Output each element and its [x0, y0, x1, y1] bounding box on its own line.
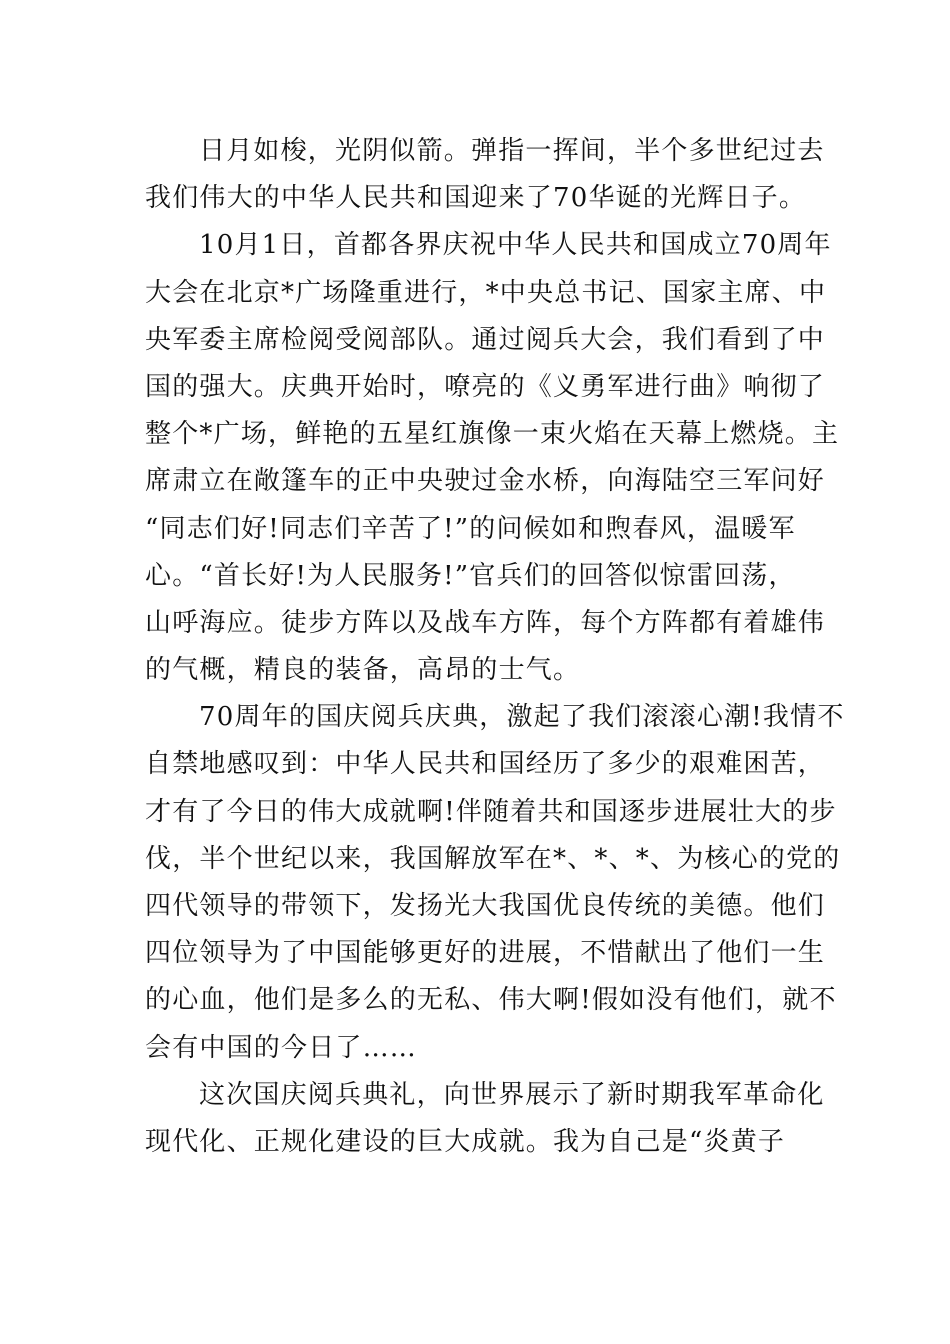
text-line: 的气概，精良的装备，高昂的士气。 — [145, 655, 581, 686]
text-line: 的心血，他们是多么的无私、伟大啊!假如没有他们，就不 — [145, 985, 837, 1016]
paragraph-1 — [145, 128, 825, 222]
text-line: 70周年的国庆阅兵庆典，激起了我们滚滚心潮!我情不 — [199, 702, 845, 733]
text-line: 大会在北京*广场隆重进行，*中央总书记、国家主席、中 — [145, 277, 827, 308]
text-line: 才有了今日的伟大成就啊!伴随着共和国逐步进展壮大的步 — [145, 796, 837, 827]
text-line: 四代领导的带领下，发扬光大我国优良传统的美德。他们 — [145, 891, 826, 921]
text-line: 10月1日，首都各界庆祝中华人民共和国成立70周年 — [199, 230, 832, 261]
text-line: 自禁地感叹到：中华人民共和国经历了多少的艰难困苦， — [145, 749, 826, 780]
text-line: 心。“首长好!为人民服务!”官兵们的回答似惊雷回荡， — [145, 560, 796, 591]
text-line: 这次国庆阅兵典礼，向世界展示了新时期我军革命化 — [199, 1079, 825, 1110]
text-line: 山呼海应。徒步方阵以及战车方阵，每个方阵都有着雄伟 — [145, 607, 826, 638]
document-body — [145, 128, 845, 1166]
text-line: 日月如梭，光阴似箭。弹指一挥间，半个多世纪过去 — [199, 136, 825, 166]
paragraph-4 — [145, 1072, 825, 1166]
text-line: 整个*广场，鲜艳的五星红旗像一束火焰在天幕上燃烧。主 — [145, 419, 840, 450]
text-line: 国的强大。庆典开始时，嘹亮的《义勇军进行曲》响彻了 — [145, 371, 826, 402]
text-line: 央军委主席检阅受阅部队。通过阅兵大会，我们看到了中 — [145, 324, 826, 355]
text-line: 伐，半个世纪以来，我国解放军在*、*、*、为核心的党的 — [145, 843, 841, 874]
text-line: 会有中国的今日了…… — [145, 1032, 418, 1063]
text-line: 四位领导为了中国能够更好的进展，不惜献出了他们一生 — [145, 938, 826, 969]
text-line: 席肃立在敞篷车的正中央驶过金水桥，向海陆空三军问好 — [145, 466, 826, 497]
text-line: “同志们好!同志们辛苦了!”的问候如和煦春风，温暖军 — [145, 513, 796, 544]
text-line: 我们伟大的中华人民共和国迎来了70华诞的光辉日子。 — [145, 183, 807, 214]
paragraph-3 — [145, 694, 845, 1072]
paragraph-2 — [145, 222, 840, 694]
text-line: 现代化、正规化建设的巨大成就。我为自己是“炎黄子 — [145, 1126, 786, 1157]
